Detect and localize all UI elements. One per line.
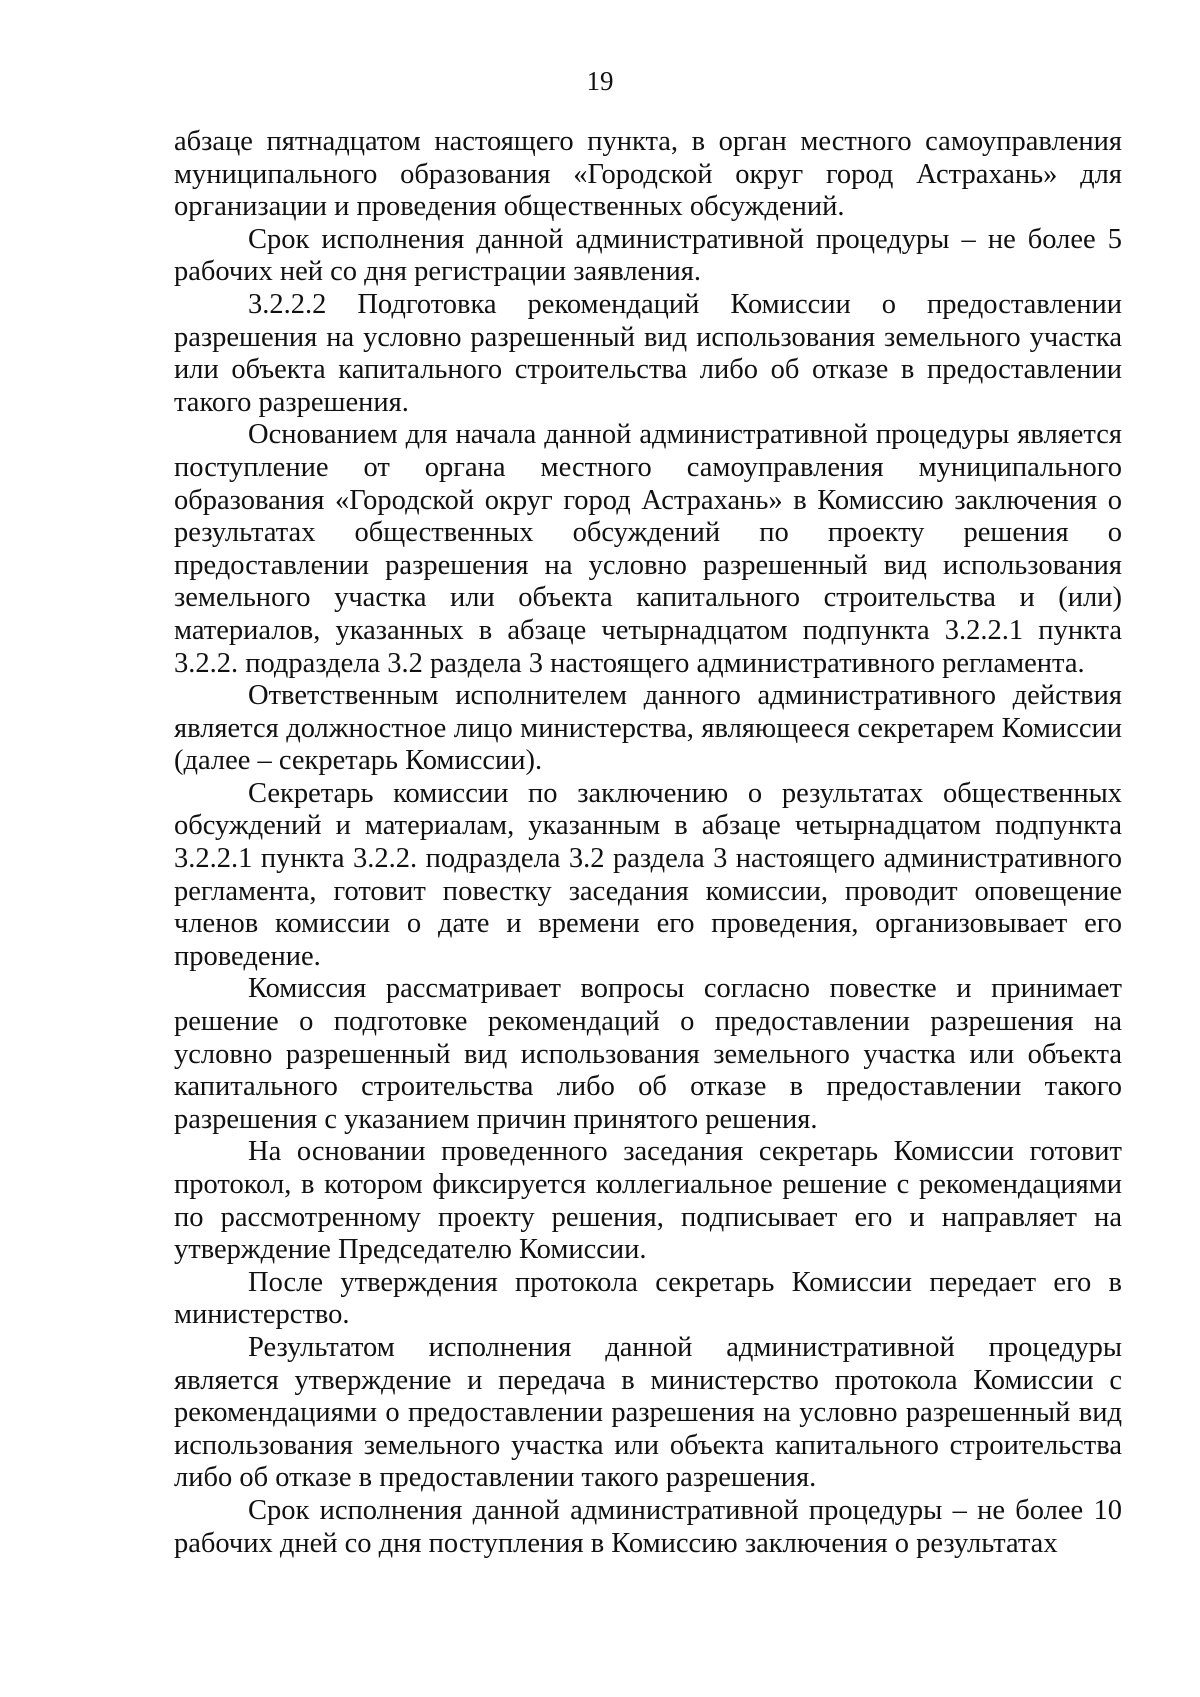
- paragraph-1: абзаце пятнадцатом настоящего пункта, в орган местного самоуправления муниципального образования «Городской округ город Астрахань» для организации и проведения общественных обсуждений.: [174, 126, 1122, 223]
- paragraph-11: Срок исполнения данной административной процедуры – не более 10 рабочих дней со дня поступления в Комиссию заключения о результатах: [174, 1494, 1122, 1559]
- document-body: [174, 126, 1122, 1560]
- page-number: 19: [586, 66, 614, 96]
- paragraph-4: Основанием для начала данной административной процедуры является поступление от органа местного самоуправления муниципального образования «Городской округ город Астрахань» в Комиссию заключения о результатах общественных обсуждений по проекту решения о предоставлении разрешения на условно разрешенный вид использования земельного участка или объекта капитального строительства и (или) материалов, указанных в абзаце четырнадцатом подпункта 3.2.2.1 пункта 3.2.2. подраздела 3.2 раздела 3 настоящего административного регламента.: [174, 419, 1122, 679]
- paragraph-8: На основании проведенного заседания секретарь Комиссии готовит протокол, в котором фиксируется коллегиальное решение с рекомендациями по рассмотренному проекту решения, подписывает его и направляет на утверждение Председателю Комиссии.: [174, 1136, 1122, 1266]
- paragraph-6: Секретарь комиссии по заключению о результатах общественных обсуждений и материалам, указанным в абзаце четырнадцатом подпункта 3.2.2.1 пункта 3.2.2. подраздела 3.2 раздела 3 настоящего административного регламента, готовит повестку заседания комиссии, проводит оповещение членов комиссии о дате и времени его проведения, организовывает его проведение.: [174, 777, 1122, 972]
- paragraph-9: После утверждения протокола секретарь Комиссии передает его в министерство.: [174, 1266, 1122, 1331]
- paragraph-2: Срок исполнения данной административной процедуры – не более 5 рабочих ней со дня регистрации заявления.: [174, 223, 1122, 288]
- paragraph-5: Ответственным исполнителем данного административного действия является должностное лицо министерства, являющееся секретарем Комиссии (далее – секретарь Комиссии).: [174, 680, 1122, 777]
- paragraph-3: 3.2.2.2 Подготовка рекомендаций Комиссии о предоставлении разрешения на условно разрешенный вид использования земельного участка или объекта капитального строительства либо об отказе в предоставлении такого разрешения.: [174, 288, 1122, 418]
- paragraph-10: Результатом исполнения данной административной процедуры является утверждение и передача в министерство протокола Комиссии с рекомендациями о предоставлении разрешения на условно разрешенный вид использования земельного участка или объекта капитального строительства либо об отказе в предоставлении такого разрешения.: [174, 1331, 1122, 1494]
- paragraph-7: Комиссия рассматривает вопросы согласно повестке и принимает решение о подготовке рекомендаций о предоставлении разрешения на условно разрешенный вид использования земельного участка или объекта капитального строительства либо об отказе в предоставлении такого разрешения с указанием причин принятого решения.: [174, 973, 1122, 1135]
